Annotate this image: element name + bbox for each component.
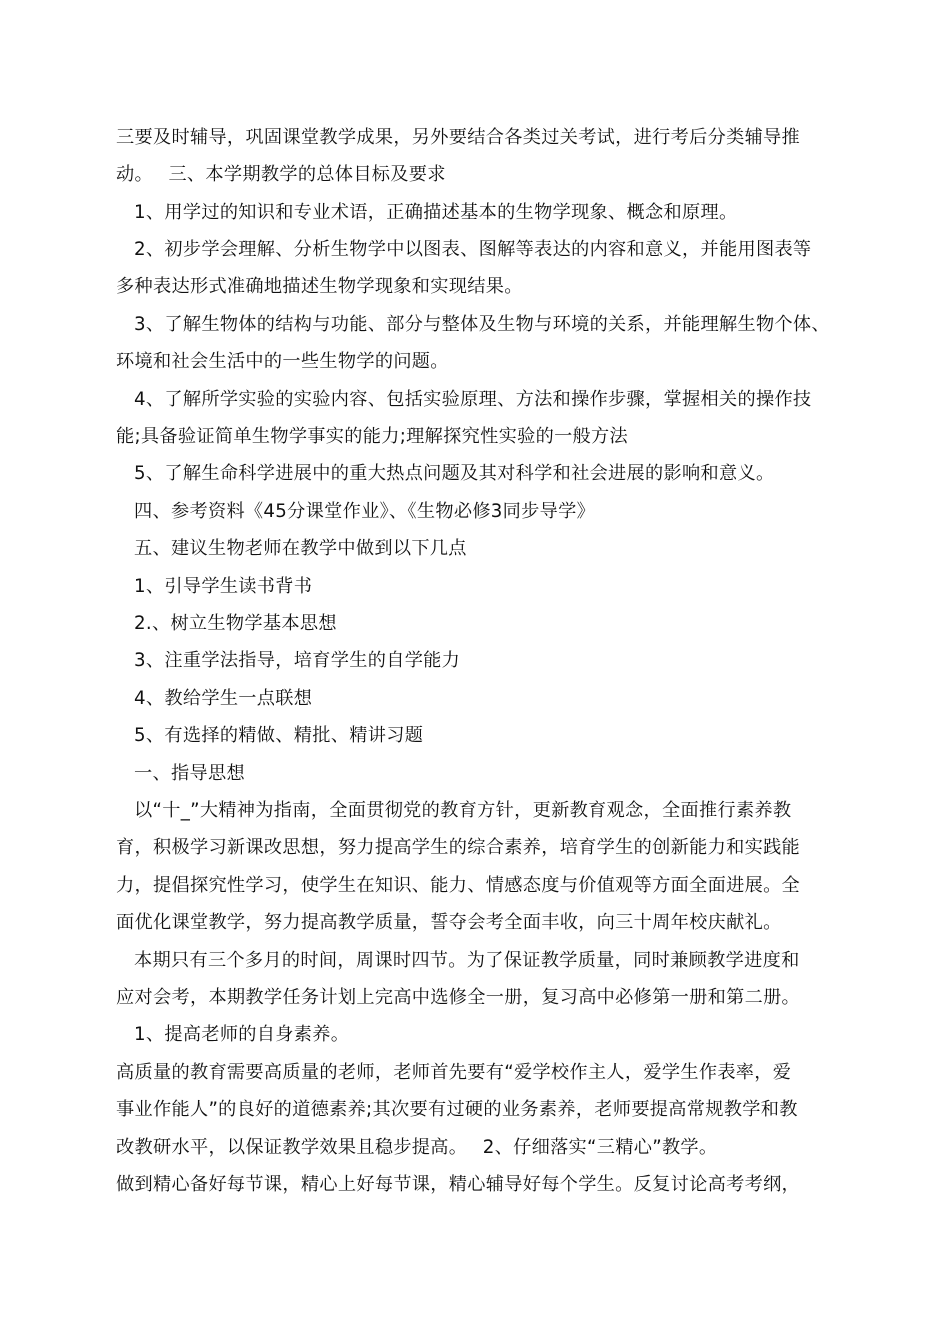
text-line: 动。 三、本学期教学的总体目标及要求 [116, 164, 446, 185]
text-line: 4、教给学生一点联想 [134, 688, 313, 709]
text-line: 环境和社会生活中的一些生物学的问题。 [116, 351, 449, 372]
text-line: 应对会考，本期教学任务计划上完高中选修全一册，复习高中必修第一册和第二册。 [116, 987, 801, 1008]
text-line: 做到精心备好每节课，精心上好每节课，精心辅导好每个学生。反复讨论高考考纲， [116, 1174, 801, 1195]
text-line: 5、了解生命科学进展中的重大热点问题及其对科学和社会进展的影响和意义。 [134, 463, 775, 484]
section-heading: 一、指导思想 [134, 763, 245, 784]
text-line: 3、注重学法指导，培育学生的自学能力 [134, 650, 461, 671]
text-line: 高质量的教育需要高质量的老师，老师首先要有“爱学校作主人，爱学生作表率，爱 [116, 1062, 792, 1083]
text-line: 能;具备验证简单生物学事实的能力;理解探究性实验的一般方法 [116, 426, 629, 447]
text-line: 2、初步学会理解、分析生物学中以图表、图解等表达的内容和意义，并能用图表等 [134, 239, 812, 260]
text-line: 5、有选择的精做、精批、精讲习题 [134, 725, 424, 746]
text-line: 本期只有三个多月的时间，周课时四节。为了保证教学质量，同时兼顾教学进度和 [134, 950, 800, 971]
text-line: 面优化课堂教学，努力提高教学质量，誓夺会考全面丰收，向三十周年校庆献礼。 [116, 912, 782, 933]
text-line: 以“十_”大精神为指南，全面贯彻党的教育方针，更新教育观念，全面推行素养教 [134, 800, 792, 821]
text-line: 三要及时辅导，巩固课堂教学成果，另外要结合各类过关考试，进行考后分类辅导推 [116, 127, 801, 148]
text-line: 1、提高老师的自身素养。 [134, 1024, 350, 1045]
text-line: 3、了解生物体的结构与功能、部分与整体及生物与环境的关系，并能理解生物个体、 [134, 314, 830, 335]
text-line: 力，提倡探究性学习，使学生在知识、能力、情感态度与价值观等方面全面进展。全 [116, 875, 801, 896]
text-line: 五、建议生物老师在教学中做到以下几点 [134, 538, 467, 559]
text-line: 四、参考资料《45分课堂作业》、《生物必修3同步导学》 [134, 501, 596, 522]
text-line: 4、了解所学实验的实验内容、包括实验原理、方法和操作步骤，掌握相关的操作技 [134, 389, 812, 410]
text-line: 多种表达形式准确地描述生物学现象和实现结果。 [116, 276, 523, 297]
text-line: 1、用学过的知识和专业术语，正确描述基本的生物学现象、概念和原理。 [134, 202, 738, 223]
text-line: 1、引导学生读书背书 [134, 576, 313, 597]
text-line: 2.、树立生物学基本思想 [134, 613, 337, 634]
text-line: 改教研水平，以保证教学效果且稳步提高。 2、仔细落实“三精心”教学。 [116, 1137, 718, 1158]
text-line: 事业作能人”的良好的道德素养;其次要有过硬的业务素养，老师要提高常规教学和教 [116, 1099, 798, 1120]
text-line: 育，积极学习新课改思想，努力提高学生的综合素养，培育学生的创新能力和实践能 [116, 837, 801, 858]
